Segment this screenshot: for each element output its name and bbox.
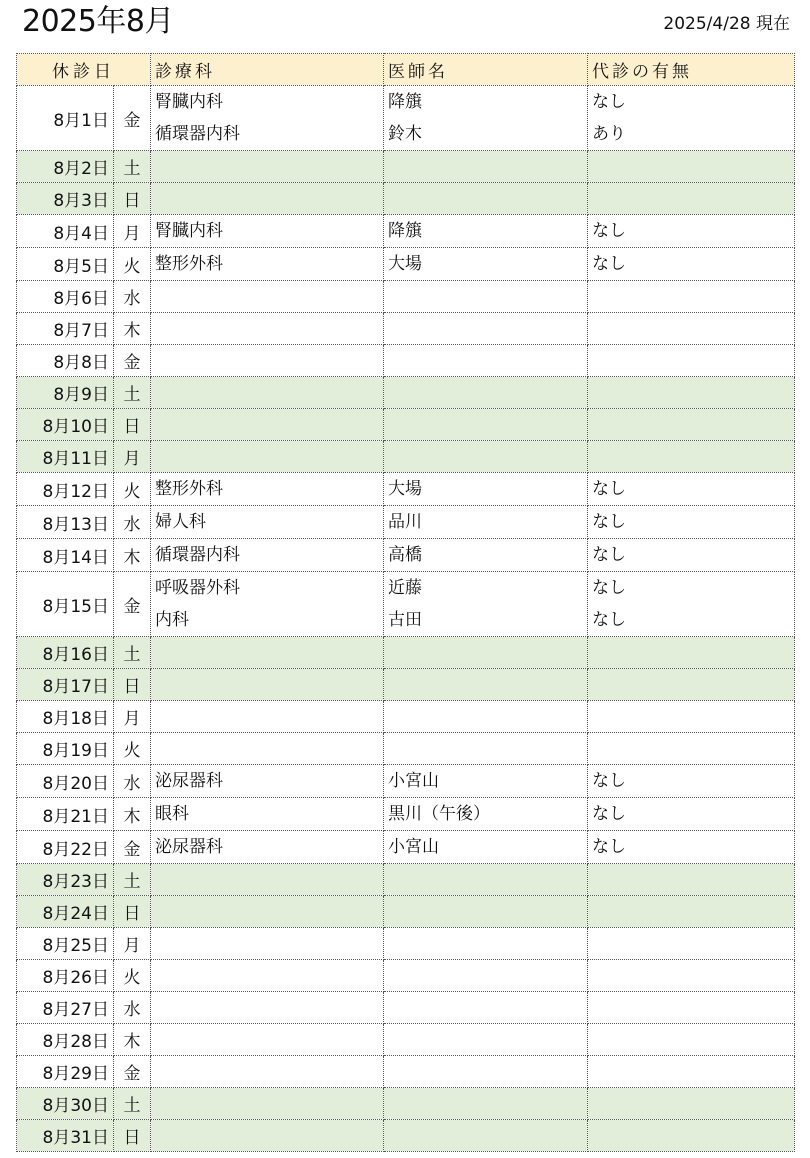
header-doctor: 医師名 [384,54,588,86]
weekday-cell: 土 [114,151,151,183]
date-cell: 8月30日 [17,1088,114,1120]
doctor-line: 大場 [388,479,422,499]
substitute-cell [588,701,795,733]
substitute-cell [588,313,795,345]
weekday-cell: 火 [114,473,151,506]
weekday-cell: 日 [114,409,151,441]
department-cell [151,1120,384,1152]
doctor-cell [384,281,588,313]
department-cell [151,798,384,831]
substitute-cell [588,831,795,864]
doctor-cell [384,345,588,377]
department-cell [151,765,384,798]
substitute-line: あり [592,124,626,144]
doctor-cell [384,928,588,960]
doctor-cell [384,637,588,669]
doctor-cell [384,896,588,928]
weekday-cell: 土 [114,864,151,896]
table-row [17,473,795,506]
table-row [17,765,795,798]
table-row [17,637,795,669]
doctor-cell [384,798,588,831]
substitute-cell [588,345,795,377]
substitute-cell [588,473,795,506]
department-line: 眼科 [155,804,189,824]
table-row [17,960,795,992]
table-row [17,928,795,960]
substitute-cell [588,1120,795,1152]
table-row [17,441,795,473]
department-cell [151,864,384,896]
substitute-line: なし [592,610,626,630]
doctor-cell [384,86,588,151]
department-cell [151,377,384,409]
table-row [17,733,795,765]
doctor-line: 小宮山 [388,771,439,791]
substitute-cell [588,733,795,765]
date-cell: 8月14日 [17,539,114,572]
as-of-date: 2025/4/28 現在 [663,14,790,34]
department-line: 泌尿器科 [155,771,223,791]
header-department: 診療科 [151,54,384,86]
weekday-cell: 日 [114,183,151,215]
substitute-line: なし [592,545,626,565]
table-row [17,215,795,248]
table-row [17,1024,795,1056]
weekday-cell: 水 [114,281,151,313]
substitute-cell [588,864,795,896]
table-row [17,1056,795,1088]
date-cell: 8月15日 [17,572,114,637]
doctor-cell [384,313,588,345]
substitute-cell [588,960,795,992]
substitute-line: なし [592,221,626,241]
table-row [17,151,795,183]
header-day: 休診日 [17,54,151,86]
substitute-cell [588,215,795,248]
table-row [17,377,795,409]
doctor-cell [384,960,588,992]
department-cell [151,86,384,151]
doctor-line: 古田 [388,610,422,630]
department-cell [151,831,384,864]
department-cell [151,248,384,281]
table-row [17,798,795,831]
weekday-cell: 月 [114,215,151,248]
doctor-cell [384,572,588,637]
table-row [17,1120,795,1152]
date-cell: 8月6日 [17,281,114,313]
department-cell [151,409,384,441]
substitute-cell [588,1024,795,1056]
table-row [17,281,795,313]
closure-schedule-table [16,53,795,1152]
department-line: 腎臓内科 [155,92,223,112]
department-cell [151,345,384,377]
substitute-cell [588,539,795,572]
date-cell: 8月22日 [17,831,114,864]
substitute-cell [588,441,795,473]
doctor-line: 黒川（午後） [388,804,490,824]
substitute-cell [588,1056,795,1088]
department-cell [151,281,384,313]
doctor-cell [384,539,588,572]
department-line: 腎臓内科 [155,221,223,241]
department-line: 循環器内科 [155,545,240,565]
date-cell: 8月28日 [17,1024,114,1056]
department-cell [151,441,384,473]
weekday-cell: 火 [114,248,151,281]
doctor-cell [384,377,588,409]
doctor-cell [384,215,588,248]
substitute-cell [588,183,795,215]
table-row [17,1088,795,1120]
date-cell: 8月29日 [17,1056,114,1088]
substitute-cell [588,151,795,183]
doctor-cell [384,1088,588,1120]
department-cell [151,1088,384,1120]
department-cell [151,151,384,183]
table-row [17,896,795,928]
substitute-cell [588,248,795,281]
substitute-cell [588,86,795,151]
date-cell: 8月26日 [17,960,114,992]
doctor-cell [384,248,588,281]
substitute-cell [588,896,795,928]
weekday-cell: 火 [114,960,151,992]
substitute-line: なし [592,804,626,824]
doctor-cell [384,506,588,539]
department-line: 内科 [155,610,189,630]
weekday-cell: 月 [114,701,151,733]
substitute-cell [588,377,795,409]
department-cell [151,669,384,701]
table-row [17,864,795,896]
date-cell: 8月9日 [17,377,114,409]
date-cell: 8月20日 [17,765,114,798]
department-cell [151,473,384,506]
substitute-cell [588,765,795,798]
weekday-cell: 土 [114,377,151,409]
doctor-cell [384,831,588,864]
doctor-line: 小宮山 [388,837,439,857]
date-cell: 8月18日 [17,701,114,733]
table-row [17,992,795,1024]
weekday-cell: 日 [114,669,151,701]
substitute-cell [588,637,795,669]
weekday-cell: 水 [114,506,151,539]
date-cell: 8月31日 [17,1120,114,1152]
table-row [17,669,795,701]
weekday-cell: 日 [114,1120,151,1152]
department-line: 泌尿器科 [155,837,223,857]
table-row [17,313,795,345]
doctor-cell [384,733,588,765]
weekday-cell: 水 [114,992,151,1024]
header-substitute: 代診の有無 [588,54,795,86]
substitute-cell [588,669,795,701]
department-cell [151,992,384,1024]
substitute-line: なし [592,771,626,791]
weekday-cell: 火 [114,733,151,765]
weekday-cell: 金 [114,1056,151,1088]
date-cell: 8月8日 [17,345,114,377]
doctor-cell [384,765,588,798]
date-cell: 8月3日 [17,183,114,215]
weekday-cell: 土 [114,1088,151,1120]
date-cell: 8月10日 [17,409,114,441]
department-cell [151,1056,384,1088]
department-line: 整形外科 [155,254,223,274]
substitute-line: なし [592,578,626,598]
date-cell: 8月2日 [17,151,114,183]
substitute-cell [588,992,795,1024]
substitute-cell [588,572,795,637]
department-cell [151,637,384,669]
table-row [17,539,795,572]
substitute-line: なし [592,837,626,857]
table-row [17,831,795,864]
department-line: 循環器内科 [155,124,240,144]
doctor-cell [384,409,588,441]
department-cell [151,928,384,960]
weekday-cell: 水 [114,765,151,798]
doctor-cell [384,473,588,506]
table-row [17,345,795,377]
doctor-cell [384,1056,588,1088]
department-cell [151,183,384,215]
department-cell [151,896,384,928]
doctor-line: 降籏 [388,221,422,241]
table-row [17,86,795,151]
date-cell: 8月1日 [17,86,114,151]
department-cell [151,313,384,345]
department-line: 呼吸器外科 [155,578,240,598]
weekday-cell: 金 [114,831,151,864]
department-cell [151,539,384,572]
date-cell: 8月17日 [17,669,114,701]
weekday-cell: 金 [114,572,151,637]
date-cell: 8月11日 [17,441,114,473]
substitute-line: なし [592,512,626,532]
page-title: 2025年8月 [22,4,174,39]
doctor-cell [384,1024,588,1056]
date-cell: 8月24日 [17,896,114,928]
weekday-cell: 木 [114,313,151,345]
weekday-cell: 月 [114,928,151,960]
schedule-body [17,86,795,1152]
department-cell [151,733,384,765]
department-cell [151,215,384,248]
date-cell: 8月13日 [17,506,114,539]
department-cell [151,572,384,637]
date-cell: 8月4日 [17,215,114,248]
weekday-cell: 土 [114,637,151,669]
doctor-cell [384,151,588,183]
doctor-line: 大場 [388,254,422,274]
weekday-cell: 木 [114,1024,151,1056]
doctor-line: 鈴木 [388,124,422,144]
doctor-line: 高橋 [388,545,422,565]
date-cell: 8月25日 [17,928,114,960]
weekday-cell: 木 [114,798,151,831]
substitute-line: なし [592,254,626,274]
date-cell: 8月12日 [17,473,114,506]
table-row [17,701,795,733]
date-cell: 8月23日 [17,864,114,896]
substitute-cell [588,798,795,831]
department-cell [151,1024,384,1056]
doctor-cell [384,441,588,473]
doctor-cell [384,992,588,1024]
table-row [17,183,795,215]
weekday-cell: 日 [114,896,151,928]
table-row [17,572,795,637]
department-cell [151,701,384,733]
department-line: 整形外科 [155,479,223,499]
substitute-line: なし [592,92,626,112]
doctor-line: 降籏 [388,92,422,112]
date-cell: 8月5日 [17,248,114,281]
weekday-cell: 金 [114,86,151,151]
substitute-cell [588,1088,795,1120]
department-line: 婦人科 [155,512,206,532]
substitute-cell [588,409,795,441]
weekday-cell: 金 [114,345,151,377]
substitute-cell [588,506,795,539]
doctor-cell [384,669,588,701]
date-cell: 8月19日 [17,733,114,765]
substitute-cell [588,928,795,960]
date-cell: 8月16日 [17,637,114,669]
substitute-cell [588,281,795,313]
doctor-line: 品川 [388,512,422,532]
weekday-cell: 月 [114,441,151,473]
doctor-cell [384,183,588,215]
table-row [17,248,795,281]
table-row [17,409,795,441]
department-cell [151,960,384,992]
doctor-cell [384,701,588,733]
date-cell: 8月27日 [17,992,114,1024]
department-cell [151,506,384,539]
date-cell: 8月7日 [17,313,114,345]
doctor-line: 近藤 [388,578,422,598]
weekday-cell: 木 [114,539,151,572]
substitute-line: なし [592,479,626,499]
table-header-row [17,54,795,86]
doctor-cell [384,1120,588,1152]
doctor-cell [384,864,588,896]
table-row [17,506,795,539]
date-cell: 8月21日 [17,798,114,831]
